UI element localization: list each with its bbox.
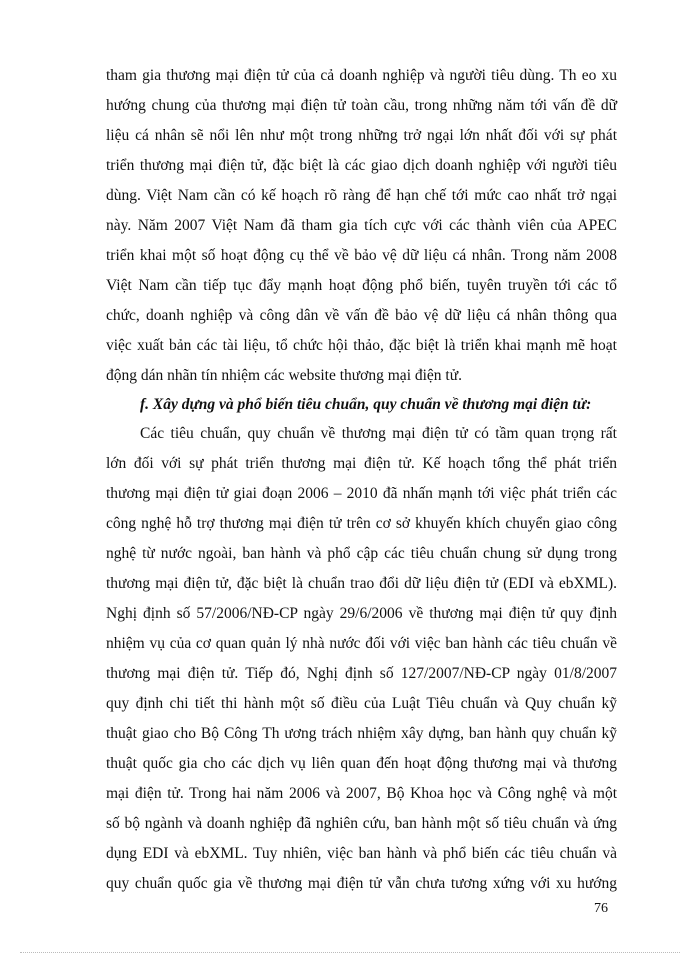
paragraph-1-line-2: hướng chung của thương mại điện tử toàn cầu, trong những năm tới vấn đề dữ: [106, 97, 617, 114]
paragraph-1-line-7: triển khai một số hoạt động cụ thể về bảo vệ dữ liệu cá nhân. Trong năm 2008: [106, 247, 617, 264]
page-bottom-divider: [20, 952, 680, 953]
paragraph-1-line-3: liệu cá nhân sẽ nổi lên như một trong những trở ngại lớn nhất đối với sự phát: [106, 127, 617, 144]
paragraph-2-line-2: lớn đối với sự phát triển thương mại điện tử. Kế hoạch tổng thể phát triển: [106, 455, 617, 472]
paragraph-2-line-14: số bộ ngành và doanh nghiệp đã nghiên cứu, ban hành một số tiêu chuẩn và ứng: [106, 815, 617, 832]
paragraph-2-line-7: Nghị định số 57/2006/NĐ-CP ngày 29/6/2006 về thương mại điện tử quy định: [106, 605, 617, 622]
paragraph-2-line-6: thương mại điện tử, đặc biệt là chuẩn trao đổi dữ liệu điện tử (EDI và ebXML).: [106, 575, 617, 592]
paragraph-1-line-4: triển thương mại điện tử, đặc biệt là các giao dịch doanh nghiệp với người tiêu: [106, 157, 617, 174]
paragraph-1-line-6: này. Năm 2007 Việt Nam đã tham gia tích cực với các thành viên của APEC: [106, 217, 617, 234]
section-heading: f. Xây dựng và phổ biến tiêu chuẩn, quy chuẩn về thương mại điện tử:: [140, 396, 592, 413]
paragraph-2-line-11: thuật giao cho Bộ Công Th ương trách nhiệm xây dựng, ban hành quy chuẩn kỹ: [106, 725, 617, 742]
paragraph-2-line-10: quy định chi tiết thi hành một số điều của Luật Tiêu chuẩn và Quy chuẩn kỹ: [106, 695, 617, 712]
paragraph-2-line-16: quy chuẩn quốc gia về thương mại điện tử vẫn chưa tương xứng với xu hướng: [106, 875, 617, 892]
paragraph-2-line-5: nghệ từ nước ngoài, ban hành và phổ cập các tiêu chuẩn chung sử dụng trong: [106, 545, 617, 562]
paragraph-1-line-11: động dán nhãn tín nhiệm các website thương mại điện tử.: [106, 367, 463, 384]
paragraph-2-line-13: mại điện tử. Trong hai năm 2006 và 2007, Bộ Khoa học và Công nghệ và một: [106, 785, 617, 802]
paragraph-1-line-5: dùng. Việt Nam cần có kế hoạch rõ ràng để hạn chế tới mức cao nhất trở ngại: [106, 187, 617, 204]
paragraph-1-line-1: tham gia thương mại điện tử của cả doanh nghiệp và người tiêu dùng. Th eo xu: [106, 67, 617, 84]
paragraph-1-line-9: chức, doanh nghiệp và công dân về vấn đề bảo vệ dữ liệu cá nhân thông qua: [106, 307, 617, 324]
paragraph-2-line-1: Các tiêu chuẩn, quy chuẩn về thương mại điện tử có tầm quan trọng rất: [140, 425, 617, 442]
paragraph-2-line-15: dụng EDI và ebXML. Tuy nhiên, việc ban hành và phổ biến các tiêu chuẩn và: [106, 845, 617, 862]
paragraph-2-line-3: thương mại điện tử giai đoạn 2006 – 2010 đã nhấn mạnh tới việc phát triển các: [106, 485, 617, 502]
paragraph-2-line-12: thuật quốc gia cho các dịch vụ liên quan đến hoạt động thương mại và thương: [106, 755, 617, 772]
paragraph-2-line-4: công nghệ hỗ trợ thương mại điện tử trên cơ sở khuyến khích chuyển giao công: [106, 515, 617, 532]
paragraph-1-line-8: Việt Nam cần tiếp tục đẩy mạnh hoạt động phổ biến, tuyên truyền tới các tổ: [106, 277, 617, 294]
paragraph-2-line-9: thương mại điện tử. Tiếp đó, Nghị định số 127/2007/NĐ-CP ngày 01/8/2007: [106, 665, 617, 682]
paragraph-2-line-8: nhiệm vụ của cơ quan quản lý nhà nước đối với việc ban hành các tiêu chuẩn về: [106, 635, 617, 652]
page-number: 76: [594, 901, 608, 916]
paragraph-1-line-10: việc xuất bản các tài liệu, tổ chức hội thảo, đặc biệt là triển khai mạnh mẽ hoạt: [106, 337, 617, 354]
